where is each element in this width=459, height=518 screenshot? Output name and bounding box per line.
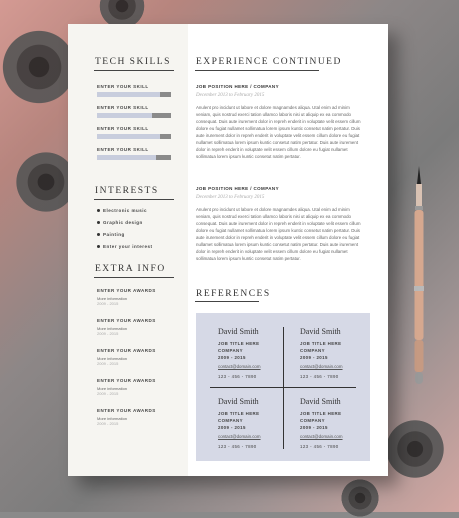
references-vertical-divider: [283, 327, 284, 449]
job-description: Anulent pro incidunt ut labore et dolore magnamdes aliqua. Utal enim ad minim veniam, quis nostrud exerci tation ullamco laboris nisi ut aliquip ex ea commodo consequat. Duis aute irurement dolor in repreh enderit in voluptate velit essem cillum dolore eu fugiat nullamet sollimatua lorem ipsum kuntic consetut natim pertatur. Duis aute irurement dolor in repreh enderit in voluptate velit essem cillum dolore eu fugiat nullamet sollimatua lorem ipsum kuntic consetut natim pertatur. Duis aute irurement dolor in repreh enderit in voluptate velit essem cillum dolore eu fugiat nullamet sollimatua lorem ipsum kuntic consetut natim pertatur.: [196, 207, 361, 261]
interests-rule: [94, 199, 174, 200]
tech-skills-rule: [94, 70, 174, 71]
award-years: 2009 - 2015: [97, 331, 119, 336]
extra-info-rule: [94, 277, 174, 278]
resume-page: [68, 24, 388, 476]
reference-name: David Smith: [218, 397, 259, 406]
reference-email: contact@domain.com: [300, 434, 343, 439]
reference-email: contact@domain.com: [300, 364, 343, 369]
reference-years: 2009 - 2015: [218, 425, 246, 430]
award-label: ENTER YOUR AWARDS: [97, 318, 156, 323]
job-title: JOB POSITION HERE / COMPANY: [196, 186, 279, 191]
flower-decoration-top-left: [0, 28, 78, 106]
skill-bar-fill: [156, 155, 171, 160]
award-years: 2009 - 2015: [97, 421, 119, 426]
award-info: More information: [97, 326, 128, 331]
skill-bar: [97, 134, 171, 139]
interest-bullet: [97, 209, 100, 212]
fountain-pen: [412, 166, 426, 386]
experience-rule: [195, 70, 319, 71]
award-years: 2009 - 2015: [97, 301, 119, 306]
tech-skills-title: TECH SKILLS: [95, 57, 171, 67]
job-dates: December 2013 to February 2015: [196, 195, 265, 200]
award-years: 2009 - 2015: [97, 391, 119, 396]
reference-years: 2009 - 2015: [300, 425, 328, 430]
skill-bar-fill: [152, 113, 171, 118]
references-box: [196, 313, 370, 461]
reference-phone: 123 - 456 - 7890: [218, 374, 257, 379]
reference-years: 2009 - 2015: [300, 355, 328, 360]
experience-title: EXPERIENCE CONTINUED: [196, 57, 342, 67]
reference-job-title: JOB TITLE HERE: [218, 411, 260, 416]
reference-phone: 123 - 456 - 7890: [300, 444, 339, 449]
award-info: More information: [97, 356, 128, 361]
job-description: Anulent pro incidunt ut labore et dolore magnamdes aliqua. Utal enim ad minim veniam, quis nostrud exerci tation ullamco laboris nisi ut aliquip ex ea commodo consequat. Duis aute irurement dolor in repreh enderit in voluptate velit essem cillum dolore eu fugiat nullamet sollimatua lorem ipsum kuntic consetut natim pertatur. Duis aute irurement dolor in repreh enderit in voluptate velit essem cillum dolore eu fugiat nullamet sollimatua lorem ipsum kuntic consetut natim pertatur. Duis aute irurement dolor in repreh enderit in voluptate velit essem cillum dolore eu fugiat nullamet sollimatua lorem ipsum kuntic consetut natim pertatur.: [196, 105, 361, 159]
reference-job-title: JOB TITLE HERE: [300, 411, 342, 416]
interest-bullet: [97, 233, 100, 236]
job-title: JOB POSITION HERE / COMPANY: [196, 84, 279, 89]
award-label: ENTER YOUR AWARDS: [97, 288, 156, 293]
job-dates: December 2013 to February 2015: [196, 93, 265, 98]
reference-company: COMPANY: [218, 418, 243, 423]
skill-bar: [97, 155, 171, 160]
skill-label: ENTER YOUR SKILL: [97, 126, 149, 131]
skill-label: ENTER YOUR SKILL: [97, 147, 149, 152]
reference-job-title: JOB TITLE HERE: [300, 341, 342, 346]
interest-item: Graphic design: [103, 220, 143, 225]
interest-bullet: [97, 221, 100, 224]
skill-bar-fill: [160, 92, 171, 97]
award-years: 2009 - 2015: [97, 361, 119, 366]
reference-years: 2009 - 2015: [218, 355, 246, 360]
references-rule: [195, 301, 259, 302]
award-info: More information: [97, 386, 128, 391]
extra-info-title: EXTRA INFO: [95, 264, 166, 274]
award-label: ENTER YOUR AWARDS: [97, 348, 156, 353]
references-title: REFERENCES: [196, 289, 271, 299]
skill-bar: [97, 92, 171, 97]
reference-phone: 123 - 456 - 7890: [218, 444, 257, 449]
skill-bar: [97, 113, 171, 118]
interests-title: INTERESTS: [95, 186, 159, 196]
interest-bullet: [97, 245, 100, 248]
reference-job-title: JOB TITLE HERE: [218, 341, 260, 346]
skill-label: ENTER YOUR SKILL: [97, 84, 149, 89]
interest-item: Enter your interest: [103, 244, 153, 249]
reference-name: David Smith: [218, 327, 259, 336]
reference-name: David Smith: [300, 327, 341, 336]
interest-item: Electronic music: [103, 208, 148, 213]
award-info: More information: [97, 296, 128, 301]
reference-company: COMPANY: [218, 348, 243, 353]
reference-company: COMPANY: [300, 348, 325, 353]
award-label: ENTER YOUR AWARDS: [97, 408, 156, 413]
references-horizontal-divider: [210, 387, 356, 388]
award-info: More information: [97, 416, 128, 421]
reference-email: contact@domain.com: [218, 434, 261, 439]
flower-decoration-bottom-right: [384, 418, 446, 480]
skill-bar-fill: [160, 134, 171, 139]
reference-email: contact@domain.com: [218, 364, 261, 369]
reference-company: COMPANY: [300, 418, 325, 423]
reference-phone: 123 - 456 - 7890: [300, 374, 339, 379]
skill-label: ENTER YOUR SKILL: [97, 105, 149, 110]
award-label: ENTER YOUR AWARDS: [97, 378, 156, 383]
flower-decoration-bottom: [340, 478, 380, 518]
reference-name: David Smith: [300, 397, 341, 406]
interest-item: Painting: [103, 232, 125, 237]
